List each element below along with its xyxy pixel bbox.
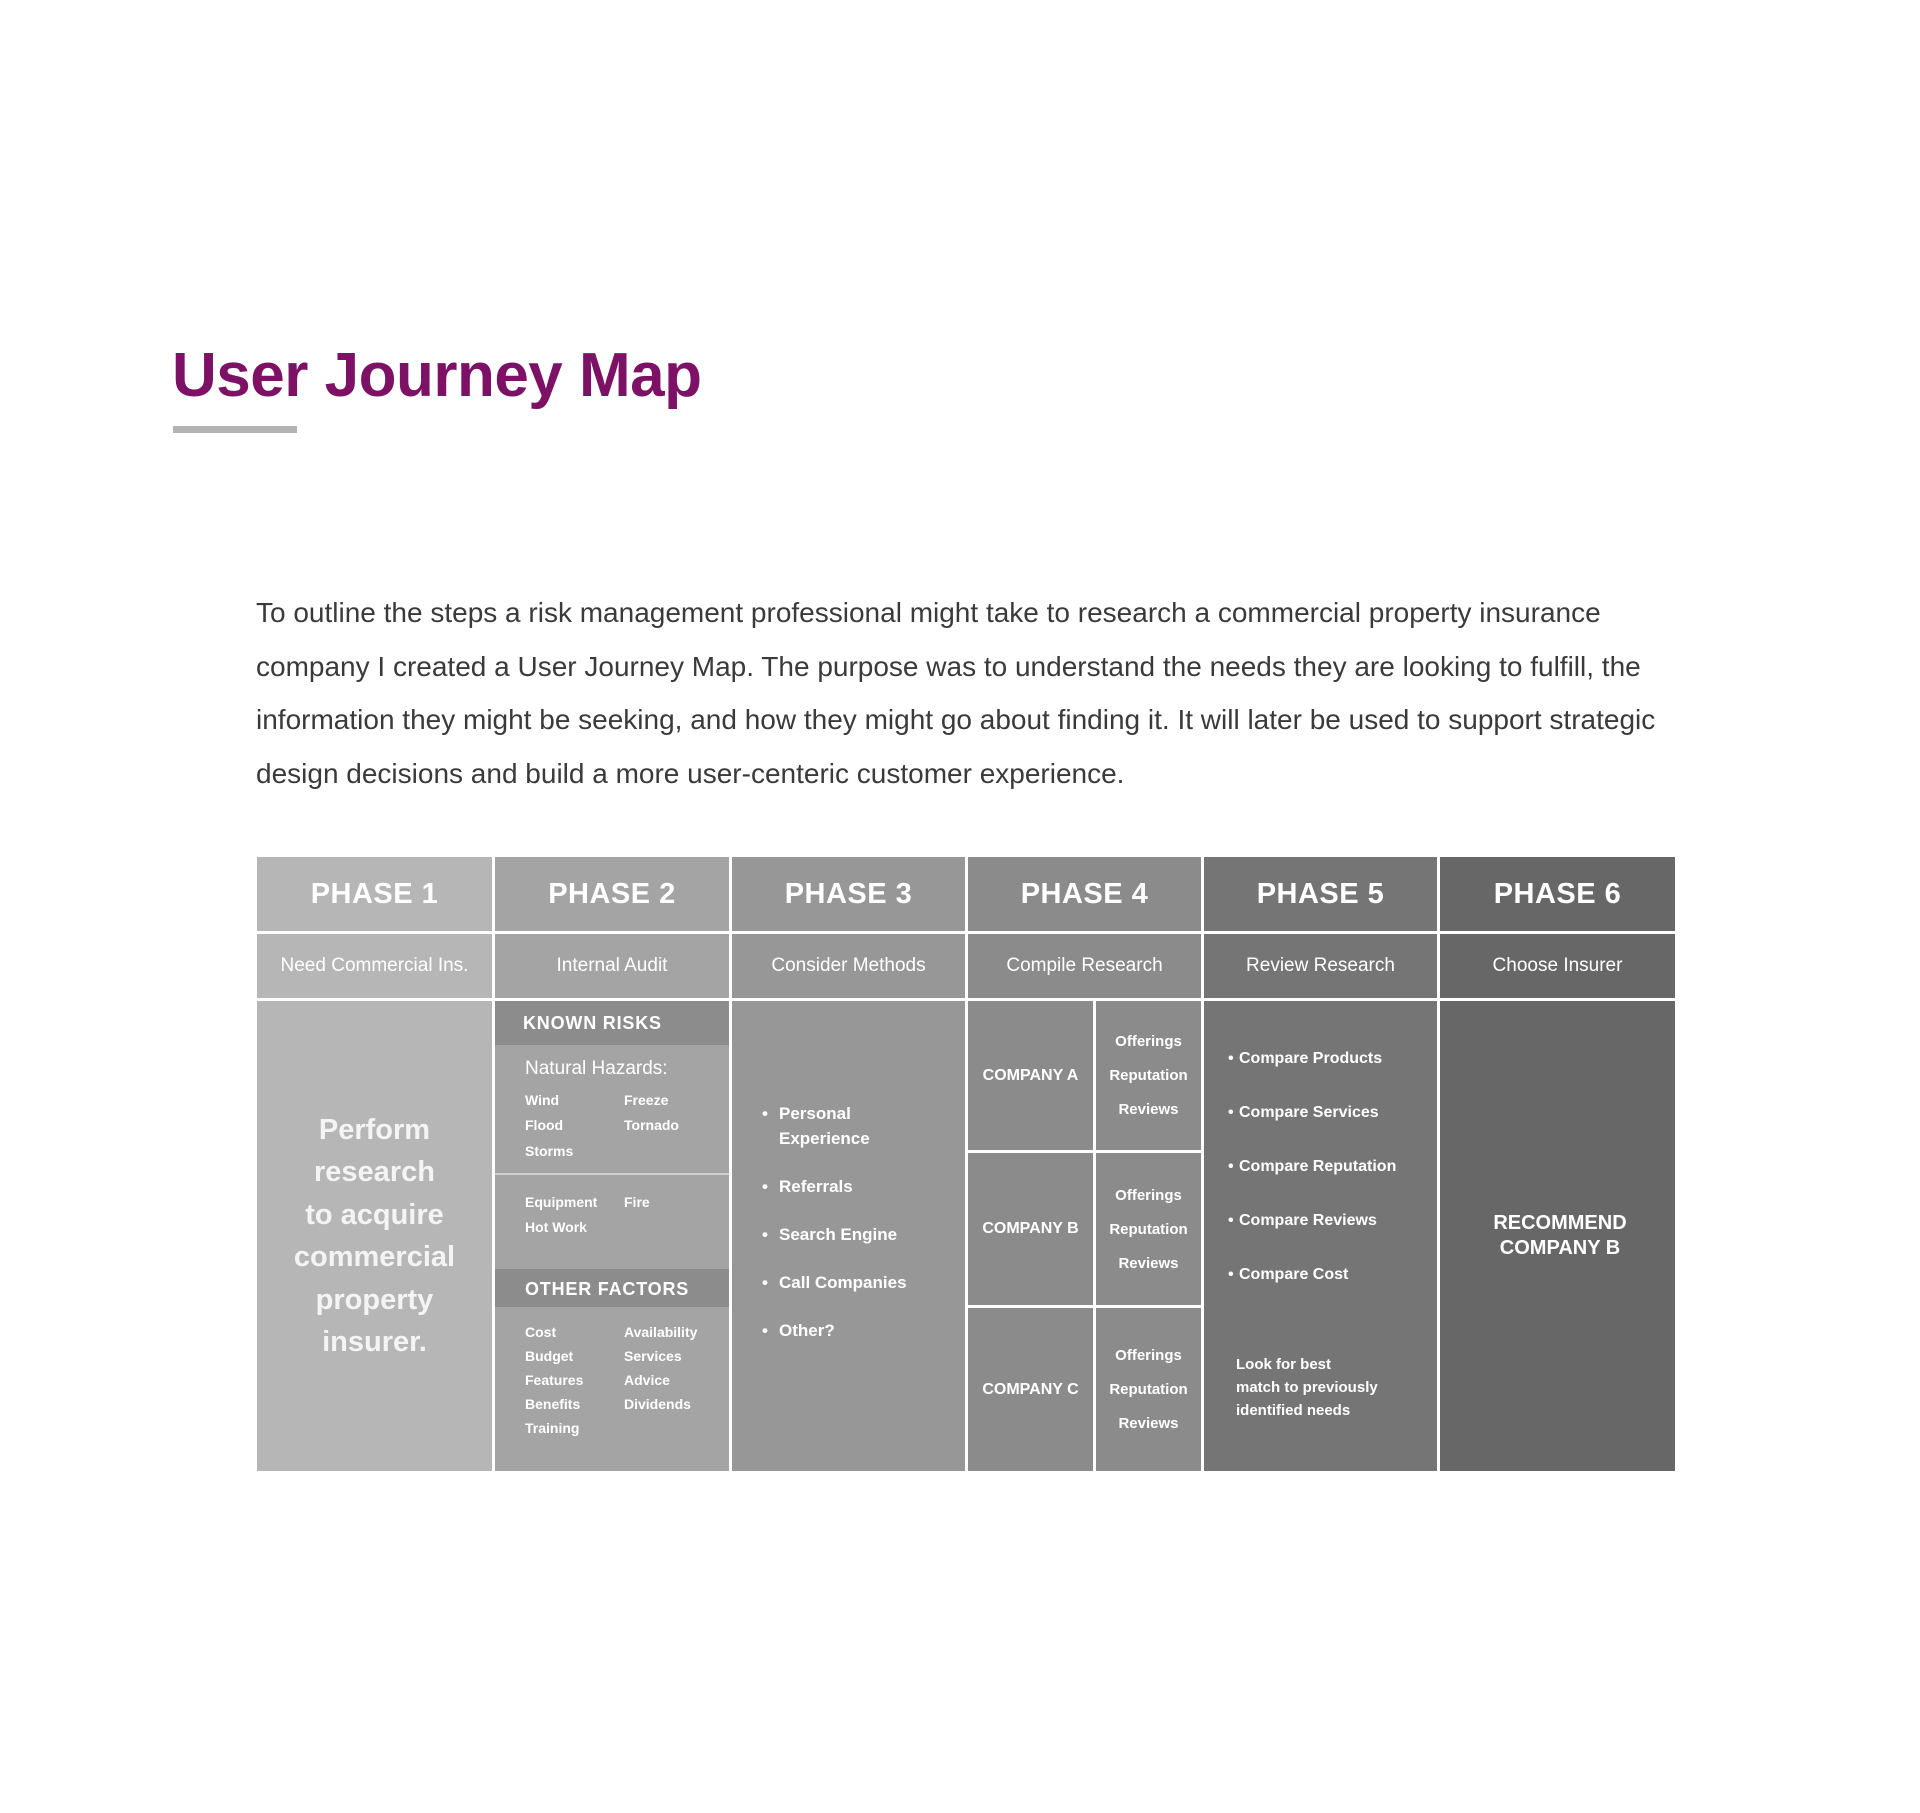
hazard-item: Flood	[525, 1117, 564, 1133]
hazard-item: Freeze	[624, 1092, 669, 1108]
risk-item: Hot Work	[525, 1219, 587, 1235]
list-item: • Compare Services	[1228, 1103, 1396, 1123]
phase-2-step: Internal Audit	[495, 934, 729, 998]
other-factors-heading: OTHER FACTORS	[495, 1269, 729, 1307]
phase-1-goal: Perform research to acquire commercial property insurer.	[293, 1113, 456, 1358]
criteria-item: Offerings	[1115, 1186, 1182, 1204]
phase-5-header: PHASE 5	[1204, 857, 1437, 931]
recommendation: RECOMMEND COMPANY B	[1493, 1212, 1627, 1259]
factor-item: Cost	[525, 1324, 557, 1340]
criteria-item: Reviews	[1118, 1101, 1179, 1118]
criteria-item: Reputation	[1109, 1067, 1188, 1084]
list-item: • Compare Reputation	[1228, 1157, 1396, 1177]
phase-4-step: Compile Research	[968, 934, 1201, 998]
criteria-item: Offerings	[1115, 1347, 1182, 1364]
phase-5-step: Review Research	[1204, 934, 1437, 998]
phase-2-header: PHASE 2	[495, 857, 729, 931]
phase-6-step: Choose Insurer	[1440, 934, 1675, 998]
company-c-criteria	[1096, 1308, 1201, 1471]
factor-item: Services	[624, 1348, 682, 1364]
section-divider	[495, 1173, 729, 1175]
hazard-item: Tornado	[624, 1117, 679, 1133]
criteria-item: Reputation	[1109, 1381, 1188, 1398]
review-list	[1228, 1049, 1396, 1319]
phase-6-body	[1440, 1001, 1675, 1471]
list-item: • Personal Experience	[762, 1101, 899, 1151]
company-b-label: COMPANY B	[968, 1153, 1093, 1305]
list-item: • Referrals	[762, 1174, 907, 1199]
risk-item: Fire	[624, 1194, 650, 1210]
list-item: • Search Engine	[762, 1222, 907, 1247]
phase-4-body	[968, 1001, 1201, 1471]
hazard-item: Storms	[525, 1143, 574, 1159]
list-item: • Other?	[762, 1318, 907, 1343]
page-title: User Journey Map	[172, 341, 702, 410]
criteria-item: Reviews	[1118, 1254, 1179, 1272]
phase-3-body	[732, 1001, 965, 1471]
list-item: • Call Companies	[762, 1270, 907, 1295]
factor-item: Budget	[525, 1348, 574, 1364]
phase-3-header: PHASE 3	[732, 857, 965, 931]
factor-item: Dividends	[624, 1396, 691, 1412]
phase-5-body	[1204, 1001, 1437, 1471]
risk-item: Equipment	[525, 1194, 598, 1210]
factor-item: Features	[525, 1372, 584, 1388]
methods-list	[762, 1101, 907, 1366]
factor-item: Benefits	[525, 1396, 581, 1412]
company-b-criteria	[1096, 1153, 1201, 1305]
criteria-item: Offerings	[1115, 1033, 1182, 1050]
natural-hazards-label: Natural Hazards:	[525, 1058, 668, 1079]
factor-item: Training	[525, 1420, 580, 1436]
list-item: • Compare Cost	[1228, 1265, 1396, 1285]
phase-6-header: PHASE 6	[1440, 857, 1675, 931]
phase-3-step: Consider Methods	[732, 934, 965, 998]
intro-paragraph: To outline the steps a risk management professional might take to research a commercial property insurance company I created a User Journey Map. The purpose was to understand the needs they are looking to fulfill, the information they might be seeking, and how they might go about finding it. It will later be used to support strategic design decisions and build a more user-centeric customer experience.	[256, 597, 1656, 789]
review-note: Look for best match to previously identified needs	[1236, 1356, 1378, 1419]
phase-2-body	[495, 1001, 729, 1471]
phase-4-header: PHASE 4	[968, 857, 1201, 931]
company-a-label: COMPANY A	[968, 1001, 1093, 1150]
company-a-criteria	[1096, 1001, 1201, 1150]
phase-1-body	[257, 1001, 492, 1471]
known-risks-heading: KNOWN RISKS	[495, 1001, 729, 1045]
criteria-item: Reviews	[1118, 1415, 1179, 1432]
list-item: • Compare Products	[1228, 1049, 1396, 1069]
phase-1-header: PHASE 1	[257, 857, 492, 931]
hazard-item: Wind	[525, 1092, 560, 1108]
factor-item: Advice	[624, 1372, 670, 1388]
criteria-item: Reputation	[1109, 1220, 1188, 1238]
company-c-label: COMPANY C	[968, 1308, 1093, 1471]
journey-map	[257, 857, 1675, 1471]
title-underline	[173, 426, 297, 433]
factor-item: Availability	[624, 1324, 698, 1340]
phase-1-step: Need Commercial Ins.	[257, 934, 492, 998]
list-item: • Compare Reviews	[1228, 1211, 1396, 1231]
